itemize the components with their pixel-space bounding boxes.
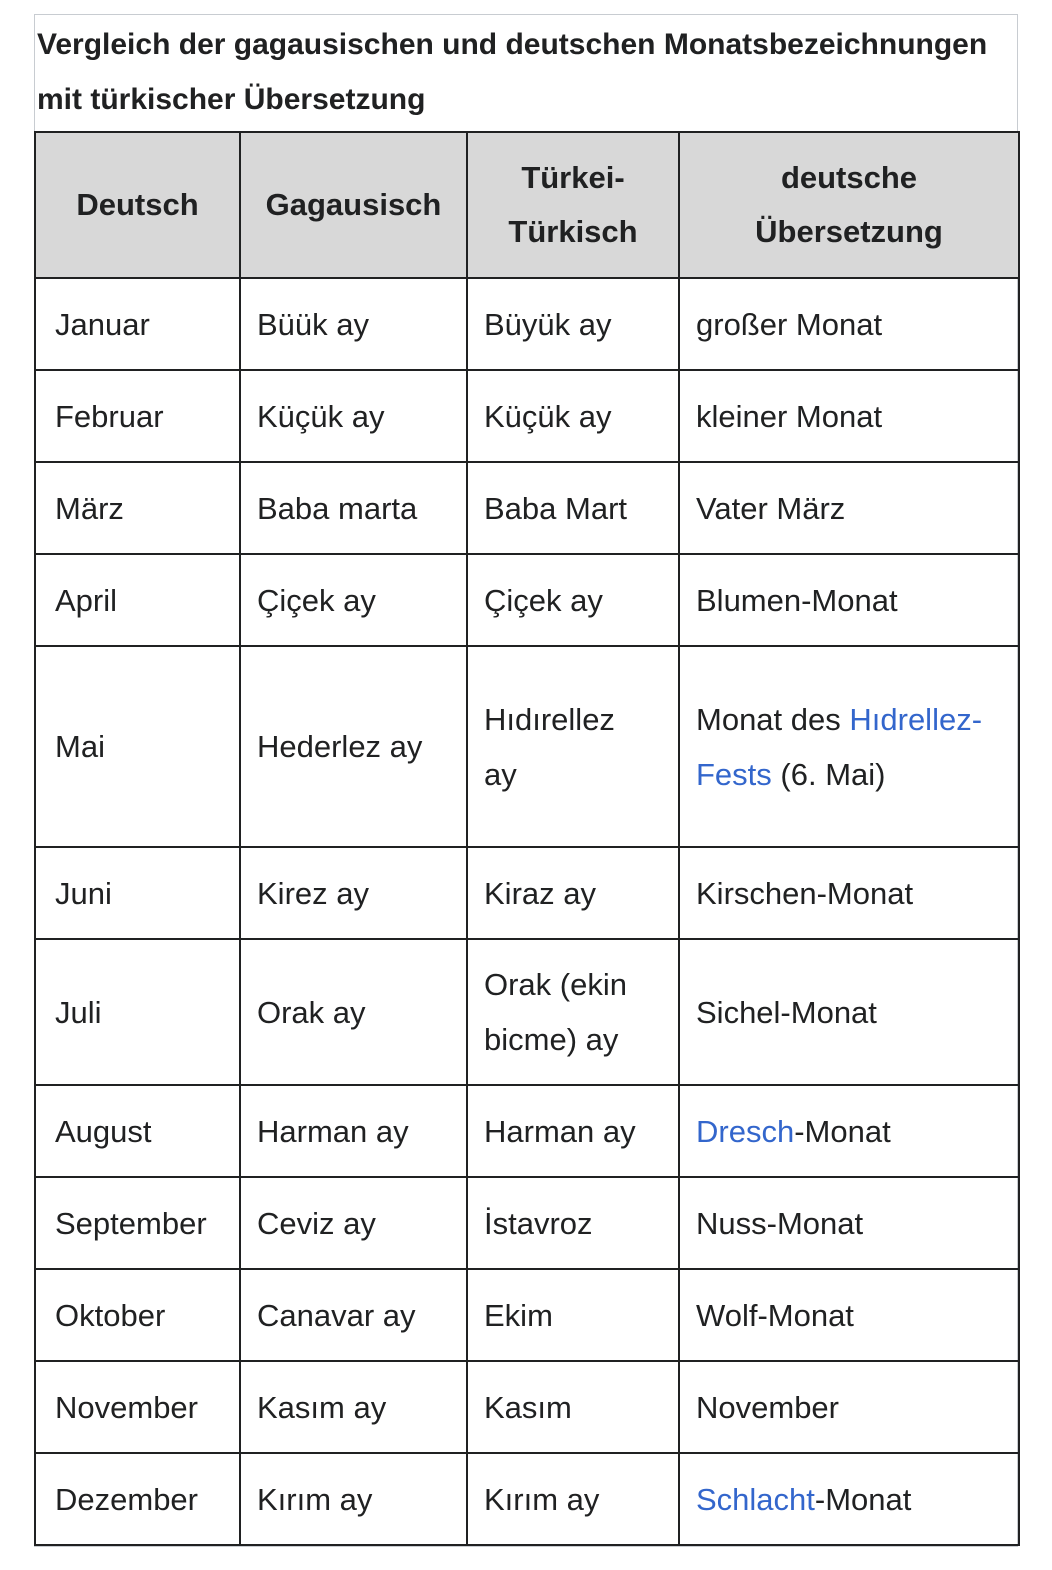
- header-gagausisch: Gagausisch: [240, 132, 467, 278]
- cell-deutsch: November: [35, 1361, 240, 1453]
- month-comparison-table-container: [34, 14, 1018, 1547]
- cell-uebersetzung: Kirschen-Monat: [679, 847, 1019, 939]
- month-comparison-table: [34, 131, 1020, 1546]
- cell-gagausisch: Orak ay: [240, 939, 467, 1085]
- table-row: [35, 939, 1019, 1085]
- cell-tuerkisch: Kasım: [467, 1361, 679, 1453]
- table-caption: Vergleich der gagausischen und deutschen Monatsbezeichnungen mit türkischer Übersetzung: [37, 28, 988, 116]
- cell-deutsch: Juni: [35, 847, 240, 939]
- cell-deutsch: Mai: [35, 646, 240, 847]
- cell-deutsch: Februar: [35, 370, 240, 462]
- cell-tuerkisch: Orak (ekin bicme) ay: [467, 939, 679, 1085]
- cell-gagausisch: Canavar ay: [240, 1269, 467, 1361]
- cell-uebersetzung: kleiner Monat: [679, 370, 1019, 462]
- cell-gagausisch: Kasım ay: [240, 1361, 467, 1453]
- cell-deutsch: April: [35, 554, 240, 646]
- cell-gagausisch: Ceviz ay: [240, 1177, 467, 1269]
- header-tuerkei-tuerkisch: Türkei- Türkisch: [467, 132, 679, 278]
- cell-uebersetzung: Blumen-Monat: [679, 554, 1019, 646]
- cell-deutsch: August: [35, 1085, 240, 1177]
- cell-uebersetzung: Vater März: [679, 462, 1019, 554]
- dresch-link[interactable]: Dresch: [696, 1113, 795, 1149]
- cell-gagausisch: Büük ay: [240, 278, 467, 370]
- table-row: [35, 1269, 1019, 1361]
- hidrellez-fest-link[interactable]: Hıdrellez-Fests: [696, 701, 983, 792]
- table-row: [35, 646, 1019, 847]
- table-row: [35, 1453, 1019, 1545]
- cell-tuerkisch: Çiçek ay: [467, 554, 679, 646]
- table-row: [35, 1361, 1019, 1453]
- table-row: [35, 278, 1019, 370]
- header-deutsche-uebersetzung: deutsche Übersetzung: [679, 132, 1019, 278]
- cell-tuerkisch: Harman ay: [467, 1085, 679, 1177]
- cell-gagausisch: Baba marta: [240, 462, 467, 554]
- table-row: [35, 1085, 1019, 1177]
- cell-gagausisch: Harman ay: [240, 1085, 467, 1177]
- table-row: [35, 462, 1019, 554]
- cell-tuerkisch: Kırım ay: [467, 1453, 679, 1545]
- cell-uebersetzung: Dresch-Monat: [679, 1085, 1019, 1177]
- table-row: [35, 847, 1019, 939]
- table-row: [35, 370, 1019, 462]
- cell-uebersetzung: Wolf-Monat: [679, 1269, 1019, 1361]
- cell-uebersetzung: Sichel-Monat: [679, 939, 1019, 1085]
- schlacht-link[interactable]: Schlacht: [696, 1481, 815, 1517]
- cell-gagausisch: Hederlez ay: [240, 646, 467, 847]
- cell-gagausisch: Küçük ay: [240, 370, 467, 462]
- table-row: [35, 554, 1019, 646]
- cell-tuerkisch: Küçük ay: [467, 370, 679, 462]
- cell-tuerkisch: İstavroz: [467, 1177, 679, 1269]
- cell-uebersetzung: großer Monat: [679, 278, 1019, 370]
- cell-deutsch: Juli: [35, 939, 240, 1085]
- cell-deutsch: Oktober: [35, 1269, 240, 1361]
- cell-uebersetzung: Schlacht-Monat: [679, 1453, 1019, 1545]
- cell-deutsch: September: [35, 1177, 240, 1269]
- cell-uebersetzung: Nuss-Monat: [679, 1177, 1019, 1269]
- cell-tuerkisch: Büyük ay: [467, 278, 679, 370]
- cell-uebersetzung: Monat des Hıdrellez-Fests (6. Mai): [679, 646, 1019, 847]
- header-deutsch: Deutsch: [35, 132, 240, 278]
- cell-tuerkisch: Ekim: [467, 1269, 679, 1361]
- cell-uebersetzung: November: [679, 1361, 1019, 1453]
- cell-deutsch: März: [35, 462, 240, 554]
- cell-deutsch: Januar: [35, 278, 240, 370]
- cell-tuerkisch: Baba Mart: [467, 462, 679, 554]
- cell-tuerkisch: Hıdırellez ay: [467, 646, 679, 847]
- cell-gagausisch: Kırım ay: [240, 1453, 467, 1545]
- cell-gagausisch: Kirez ay: [240, 847, 467, 939]
- cell-deutsch: Dezember: [35, 1453, 240, 1545]
- cell-tuerkisch: Kiraz ay: [467, 847, 679, 939]
- header-row: [35, 132, 1019, 278]
- table-row: [35, 1177, 1019, 1269]
- cell-gagausisch: Çiçek ay: [240, 554, 467, 646]
